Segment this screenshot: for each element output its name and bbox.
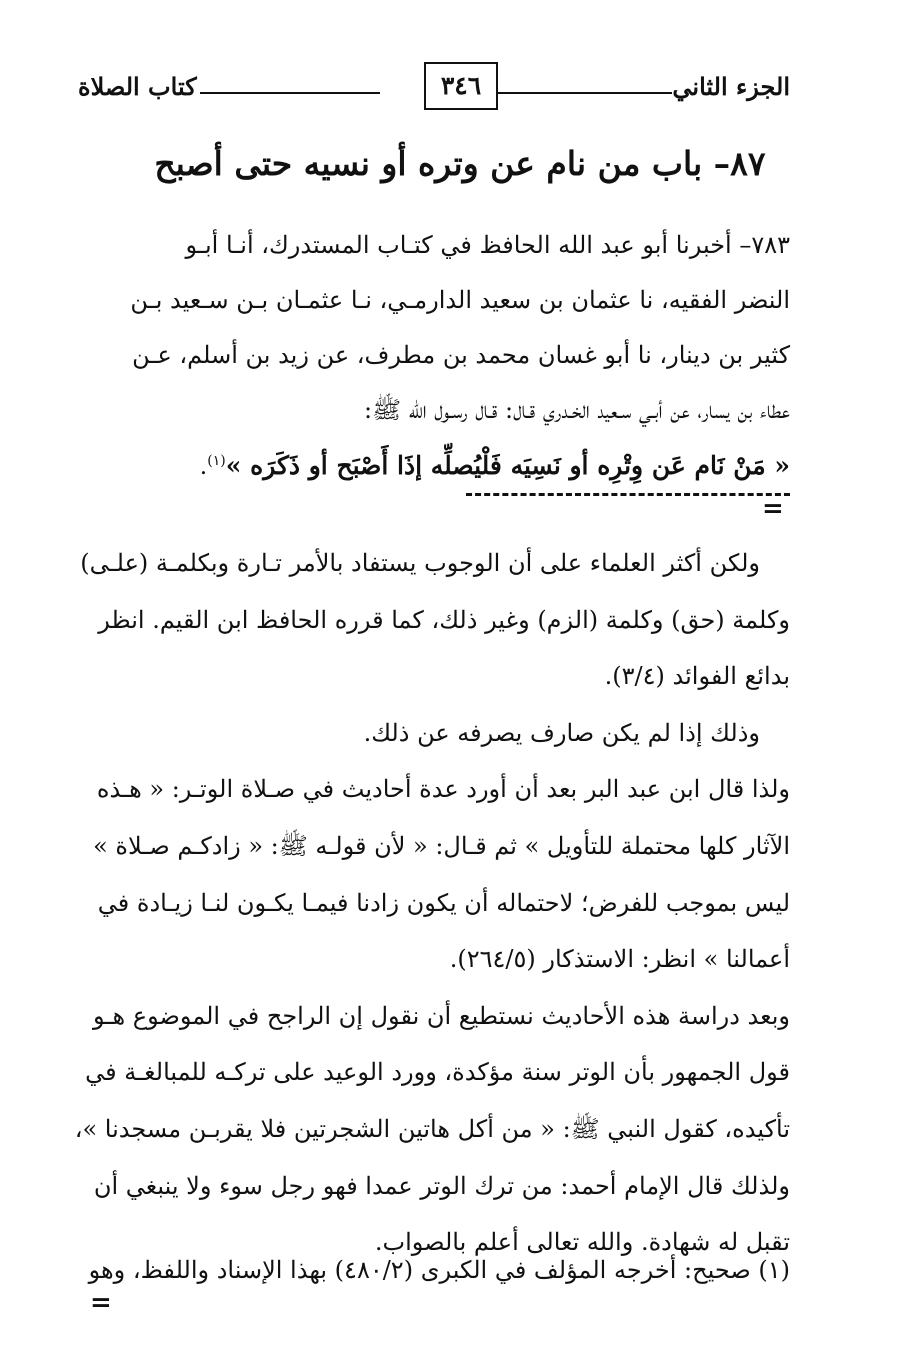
footnote-separator (466, 493, 790, 496)
running-header (78, 62, 790, 112)
header-rule-right (496, 92, 672, 94)
commentary-line: الآثار كلها محتملة للتأويل » ثم قـال: « لأن قولـه ﷺ: « زادكـم صـلاة » (93, 831, 790, 860)
commentary-line: وكلمة (حق) وكلمة (الزم) وغير ذلك، كما قرره الحافظ ابن القيم. انظر (98, 605, 790, 634)
hadith-quote-line (82, 438, 790, 493)
commentary-line: قول الجمهور بأن الوتر سنة مؤكدة، وورد الوعيد على تركـه للمبالغـة في (85, 1058, 790, 1087)
footnote-ref: (١) (207, 453, 226, 469)
commentary-line: ولذا قال ابن عبد البر بعد أن أورد عدة أحاديث في صـلاة الوتـر: « هـذه (96, 775, 790, 804)
hadith-line: عطاء بن يسار، عن أبـي سـعيد الخـدري قـال: قـال رسـول الله ﷺ: (364, 396, 790, 424)
commentary-line: ولكن أكثر العلماء على أن الوجوب يستفاد بالأمر تـارة وبكلمـة (علـى) (80, 549, 760, 577)
book-label: كتاب الصلاة (78, 72, 197, 101)
hadith-line: كثير بن دينار، نا أبو غسان محمد بن مطرف، عن زيد بن أسلم، عـن (132, 341, 790, 369)
prophet-quote: « مَنْ نَام عَن وِتْرِه أو نَسِيَه فَلْيُصلِّه إذَا أَصْبَح أو ذَكَرَه » (225, 451, 790, 480)
commentary-line: ليس بموجب للفرض؛ لاحتماله أن يكون زادنا فيمـا يكـون لنـا زيـادة في (97, 888, 790, 917)
commentary-line: تأكيده، كقول النبي ﷺ: « من أكل هاتين الشجرتين فلا يقربـن مسجدنا »، (74, 1114, 790, 1143)
hadith-line: النضر الفقيه، نا عثمان بن سعيد الدارمـي، نـا عثمـان بـن سـعيد بـن (130, 286, 790, 314)
commentary-line: تقبل له شهادة. والله تعالى أعلم بالصواب. (374, 1228, 790, 1257)
commentary-line: بدائع الفوائد (٣/٤). (604, 662, 790, 691)
commentary-line: ولذلك قال الإمام أحمد: من ترك الوتر عمدا فهو رجل سوء ولا ينبغي أن (93, 1171, 790, 1200)
chapter-title: ٨٧– باب من نام عن وتره أو نسيه حتى أصبح (154, 144, 766, 183)
continuation-mark-bottom: = (90, 1288, 112, 1318)
continuation-mark-top: = (762, 494, 784, 524)
quote-end: . (199, 452, 208, 480)
hadith-line: ٧٨٣– أخبرنا أبو عبد الله الحافظ في كتـاب المستدرك، أنـا أبـو (185, 231, 790, 259)
hadith-text (82, 218, 790, 493)
commentary-line: وذلك إذا لم يكن صارف يصرفه عن ذلك. (363, 718, 760, 747)
footnote: (١) صحيح: أخرجه المؤلف في الكبرى (٤٨٠/٢) بهذا الإسناد واللفظ، وهو (88, 1256, 790, 1284)
header-rule-left (200, 92, 380, 94)
commentary-line: أعمالنا » انظر: الاستذكار (٢٦٤/٥). (449, 945, 790, 974)
commentary-text (74, 535, 790, 1271)
volume-label: الجزء الثاني (672, 72, 790, 101)
page-number: ٣٤٦ (424, 62, 498, 110)
commentary-line: وبعد دراسة هذه الأحاديث نستطيع أن نقول إن الراجح في الموضوع هـو (93, 1001, 790, 1030)
